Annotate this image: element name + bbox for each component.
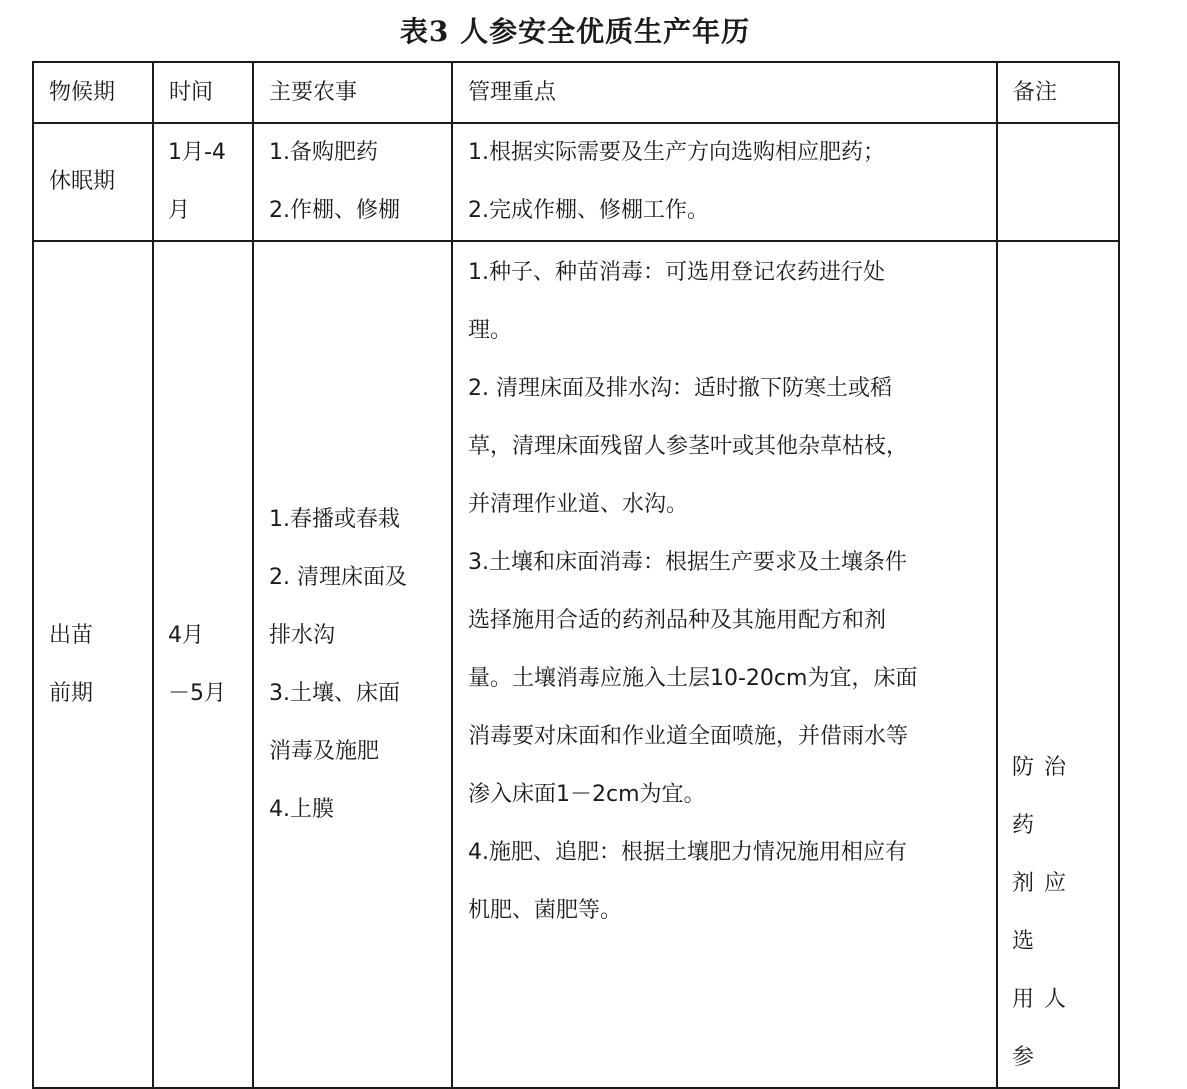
cell-line: 剂应选	[1012, 871, 1077, 954]
cell-line: 休眠期	[49, 169, 116, 194]
cell-line: 1.根据实际需要及生产方向选购相应肥药；	[468, 140, 885, 165]
cell-management-focus	[452, 241, 997, 1088]
cell-line: 渗入床面1－2cm为宜。	[468, 782, 706, 807]
cell-line: 出苗	[49, 622, 94, 648]
cell-line: 量。土壤消毒应施入土层10-20cm为宜，床面	[468, 666, 918, 691]
cell-line: 月	[168, 198, 191, 223]
cell-line: 4月	[168, 622, 204, 648]
table-header-row	[33, 62, 1119, 123]
cell-phase	[33, 241, 153, 1088]
cell-line: 3.土壤、床面	[269, 680, 400, 706]
cell-line: 1月-4	[168, 140, 226, 165]
cell-line: 并清理作业道、水沟。	[468, 492, 689, 517]
cell-line: 3.土壤和床面消毒：根据生产要求及土壤条件	[468, 550, 907, 575]
cell-line: 1.种子、种苗消毒：可选用登记农药进行处	[468, 260, 885, 285]
cell-management-focus	[452, 123, 997, 241]
header-remarks: 备注	[997, 62, 1119, 123]
cell-line: 2.作棚、修棚	[269, 198, 400, 223]
cell-line: 2. 清理床面及排水沟：适时撤下防寒土或稻	[468, 376, 892, 401]
cell-line: 消毒及施肥	[269, 738, 380, 764]
cell-line: 1.备购肥药	[269, 140, 378, 165]
header-phase: 物候期	[33, 62, 153, 123]
cell-line: 排水沟	[269, 622, 336, 648]
cell-remarks	[997, 123, 1119, 241]
cell-remarks	[997, 241, 1119, 1088]
cell-line: 用人参	[1012, 987, 1077, 1070]
cell-line: 4.上膜	[269, 796, 334, 822]
cell-line: 草，清理床面残留人参茎叶或其他杂草枯枝，	[468, 434, 909, 459]
cell-main-work	[253, 123, 452, 241]
header-time: 时间	[153, 62, 253, 123]
cell-line: 4.施肥、追肥：根据土壤肥力情况施用相应有	[468, 840, 907, 865]
cell-line: 消毒要对床面和作业道全面喷施，并借雨水等	[468, 724, 909, 749]
production-calendar-table	[32, 61, 1120, 1089]
cell-time	[153, 241, 253, 1088]
table-row	[33, 241, 1119, 1088]
cell-line: 2. 清理床面及	[269, 564, 407, 590]
header-main-work: 主要农事	[253, 62, 452, 123]
cell-phase	[33, 123, 153, 241]
header-management-focus: 管理重点	[452, 62, 997, 123]
table-row	[33, 123, 1119, 241]
cell-line: 理。	[468, 318, 513, 343]
table-title: 表3 人参安全优质生产年历	[399, 15, 751, 48]
cell-line: 前期	[49, 680, 94, 706]
cell-line: 选择施用合适的药剂品种及其施用配方和剂	[468, 608, 887, 633]
cell-line: 2.完成作棚、修棚工作。	[468, 198, 709, 223]
cell-line: 1.春播或春栽	[269, 506, 400, 532]
cell-line: 机肥、菌肥等。	[468, 898, 623, 923]
cell-main-work	[253, 241, 452, 1088]
cell-line: －5月	[168, 680, 226, 706]
cell-line: 防治药	[1012, 755, 1077, 838]
cell-time	[153, 123, 253, 241]
